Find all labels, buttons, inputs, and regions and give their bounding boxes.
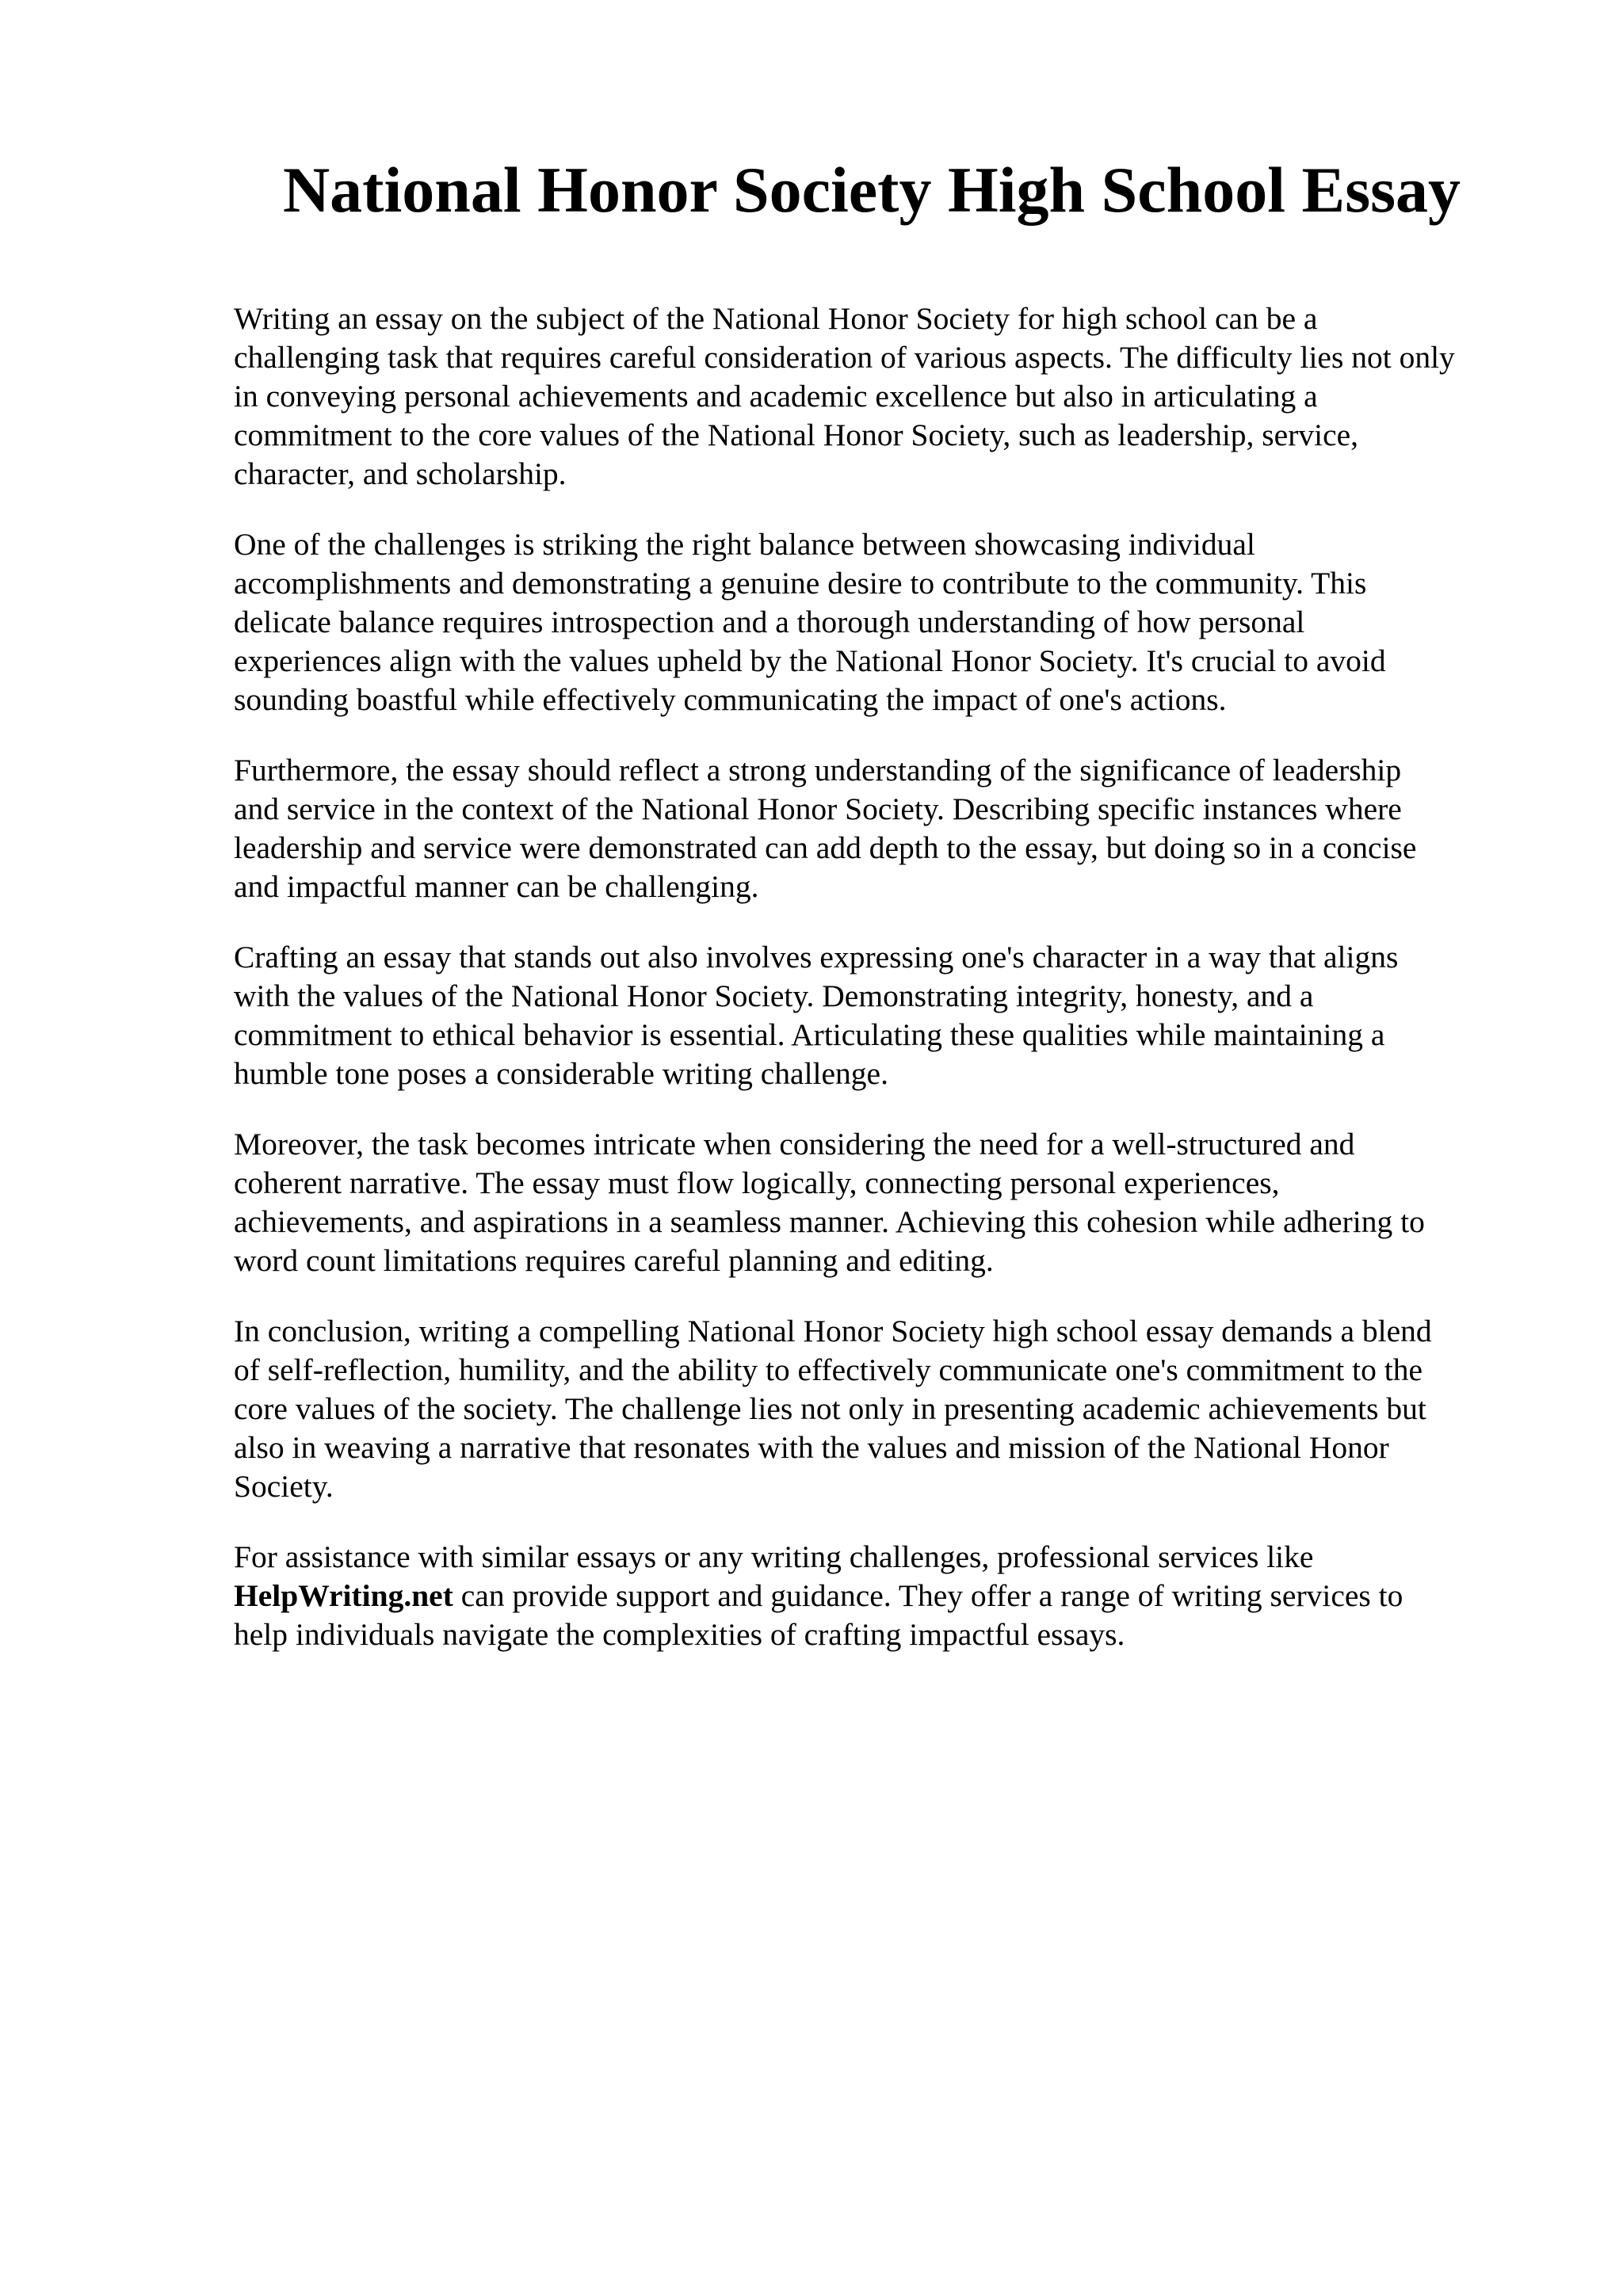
document-title: National Honor Society High School Essay xyxy=(282,154,1461,226)
paragraph-line: word count limitations requires careful planning and editing. xyxy=(234,1243,994,1278)
essay-body xyxy=(234,299,1533,1686)
paragraph-line: commitment to ethical behavior is essential. Articulating these qualities while maintaining a xyxy=(234,1017,1385,1052)
paragraph-line: experiences align with the values upheld by the National Honor Society. It's crucial to avoid xyxy=(234,643,1386,678)
closing-paragraph xyxy=(234,1538,1533,1654)
closing-line-1: For assistance with similar essays or any writing challenges, professional services like xyxy=(234,1539,1314,1574)
closing-line-2 xyxy=(234,1577,1533,1615)
paragraph-6 xyxy=(234,1312,1533,1506)
paragraph-line: leadership and service were demonstrated can add depth to the essay, but doing so in a concise xyxy=(234,830,1417,865)
paragraph-2 xyxy=(234,525,1533,719)
paragraph-line: Furthermore, the essay should reflect a strong understanding of the significance of leadership xyxy=(234,753,1402,788)
paragraph-line: and impactful manner can be challenging. xyxy=(234,869,759,904)
paragraph-line: and service in the context of the National Honor Society. Describing specific instances where xyxy=(234,791,1402,826)
paragraph-line: Moreover, the task becomes intricate when considering the need for a well-structured and xyxy=(234,1127,1355,1161)
paragraph-line: achievements, and aspirations in a seamless manner. Achieving this cohesion while adhering to xyxy=(234,1204,1425,1239)
helpwriting-brand: HelpWriting.net xyxy=(234,1578,453,1613)
paragraph-line: humble tone poses a considerable writing challenge. xyxy=(234,1056,888,1091)
paragraph-line: One of the challenges is striking the right balance between showcasing individual xyxy=(234,527,1255,562)
paragraph-line: Crafting an essay that stands out also involves expressing one's character in a way that aligns xyxy=(234,940,1399,974)
paragraph-line: accomplishments and demonstrating a genuine desire to contribute to the community. This xyxy=(234,566,1367,601)
paragraph-1 xyxy=(234,299,1533,494)
paragraph-line: challenging task that requires careful consideration of various aspects. The difficulty lies not only xyxy=(234,340,1455,375)
closing-line-2-rest: can provide support and guidance. They offer a range of writing services to xyxy=(453,1578,1403,1613)
paragraph-line: sounding boastful while effectively communicating the impact of one's actions. xyxy=(234,682,1227,717)
paragraph-line: coherent narrative. The essay must flow logically, connecting personal experiences, xyxy=(234,1165,1280,1200)
paragraph-line: in conveying personal achievements and academic excellence but also in articulating a xyxy=(234,379,1318,414)
paragraph-4 xyxy=(234,938,1533,1093)
paragraph-line: Society. xyxy=(234,1469,334,1504)
paragraph-line: of self-reflection, humility, and the ability to effectively communicate one's commitment to the xyxy=(234,1352,1423,1387)
paragraph-line: character, and scholarship. xyxy=(234,456,567,491)
paragraph-line: core values of the society. The challenge lies not only in presenting academic achievements but xyxy=(234,1391,1426,1426)
paragraph-line: Writing an essay on the subject of the National Honor Society for high school can be a xyxy=(234,301,1318,336)
paragraph-line: delicate balance requires introspection and a thorough understanding of how personal xyxy=(234,605,1305,639)
paragraph-5 xyxy=(234,1125,1533,1280)
paragraph-line: with the values of the National Honor Society. Demonstrating integrity, honesty, and a xyxy=(234,978,1314,1013)
paragraph-3 xyxy=(234,751,1533,906)
paragraph-line: commitment to the core values of the National Honor Society, such as leadership, service, xyxy=(234,418,1359,452)
paragraph-line: In conclusion, writing a compelling National Honor Society high school essay demands a blend xyxy=(234,1314,1432,1348)
closing-line-3: help individuals navigate the complexities of crafting impactful essays. xyxy=(234,1617,1125,1652)
paragraph-line: also in weaving a narrative that resonates with the values and mission of the National Honor xyxy=(234,1430,1389,1465)
